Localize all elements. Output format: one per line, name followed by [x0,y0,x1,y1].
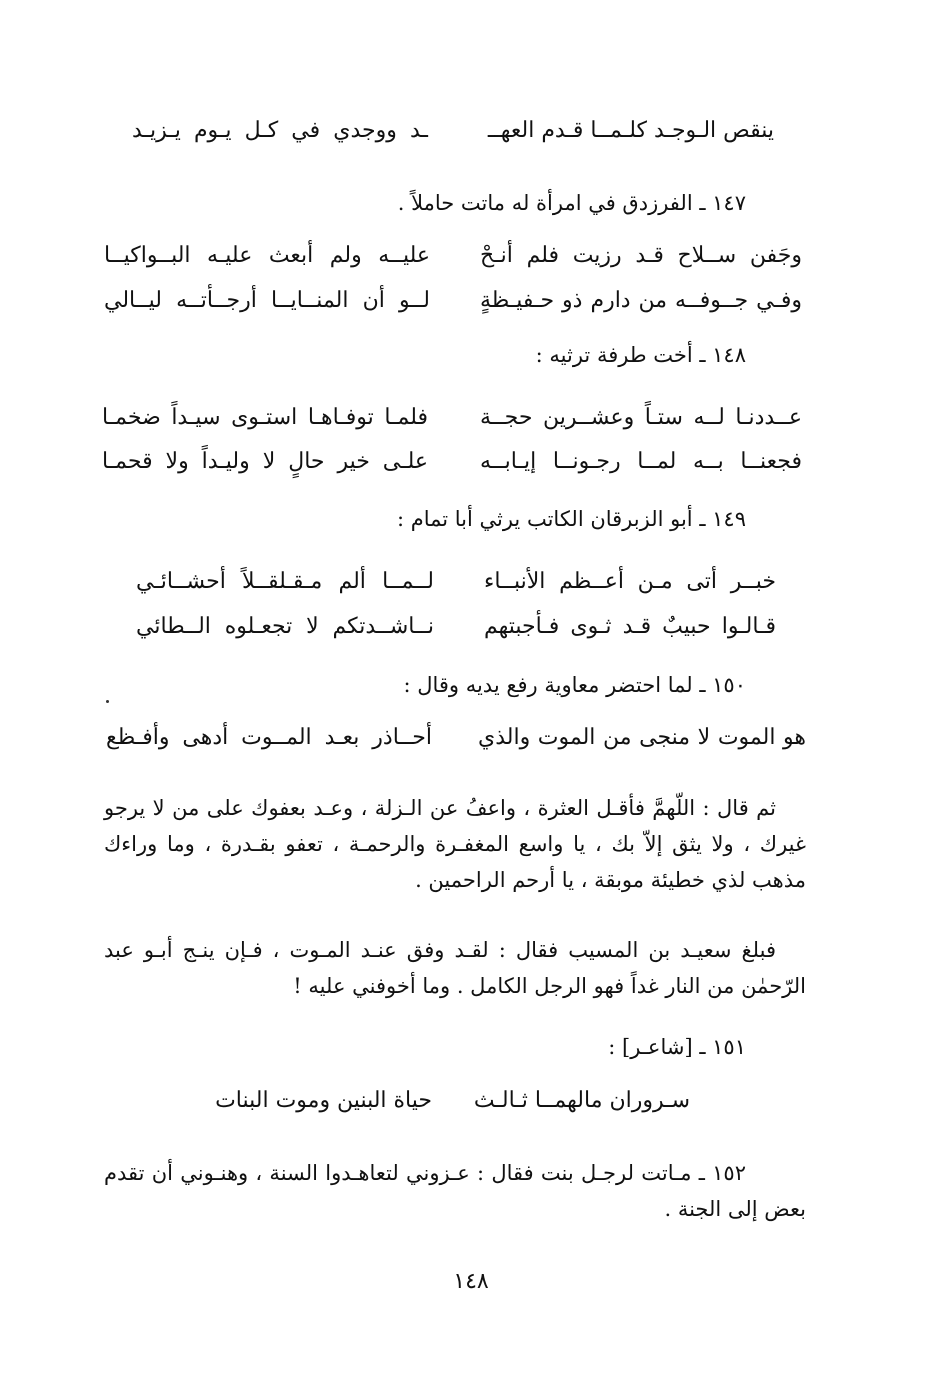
verse-left-hemistich: ـد ووجدي في كـل يـوم يـزيـد [132,118,428,143]
verse-right-hemistich: قـالـوا حبيبٌ قـد ثـوى فـأجبتهم [484,614,776,639]
paragraph: فبلغ سعيـد بن المسيب فقال : لقـد وفق عنـد المـوت ، فـإن ينـج أبـو عبد الرّحمٰن من النار غداً فهو الرجل الكامل . وما أخوفني عليه ! [104,938,806,998]
entry-heading: ١٤٩ ـ أبو الزبرقان الكاتب يرثي أبا تمام : [396,507,746,531]
verse-right-hemistich: سـروران مالهمــا ثـالـث [473,1088,690,1113]
entry-heading: ١٤٧ ـ الفرزدق في امرأة له ماتت حاملاً . [397,191,746,215]
paragraph: ١٥٢ ـ مـاتت لرجـل بنت فقال : عـزوني لتعاهـدوا السنة ، وهنـوني أن تقدم بعض إلى الجنة . [104,1161,806,1221]
verse-left-hemistich: لــو أن المنــايــا أرجــأتــه ليــالي [104,288,430,313]
verse-left-hemistich: فلمـا توفـاهـا استـوى سيـداً ضخمـا [102,405,428,430]
verse-right-hemistich: عــددنـا لــه ستـاً وعشــرين حجــة [480,405,802,430]
verse-right-hemistich: ينقص الـوجـد كلـمــا قـدم العهــ [487,118,774,143]
verse-left-hemistich: عليــه ولم أبعث عليـه البــواكيــا [104,243,430,268]
verse-left-hemistich: أحــاذر بعـد المــوت أدهى وأفـظع [106,725,432,750]
verse-left-hemistich: علـى خير حالٍ لا وليـداً ولا قحمـا [102,449,428,474]
entry-heading: ١٥٠ ـ لما احتضر معاوية رفع يديه وقال : [403,673,746,697]
verse-right-hemistich: فجعنــا بــه لمــا رجـونــا إيـابــه [480,449,802,474]
verse-right-hemistich: وجَفن ســلاح قـد رزيت فلم أنـحْ [480,243,802,268]
page-number: ١٤٨ [453,1269,489,1294]
print-speck [106,700,109,703]
entry-heading: ١٥١ ـ [شاعـر] : [608,1035,746,1059]
verse-left-hemistich: حياة البنين وموت البنات [215,1088,432,1113]
verse-right-hemistich: خبــر أتى مـن أعــظم الأنبــاء [484,569,776,594]
entry-heading: ١٤٨ ـ أخت طرفة ترثيه : [535,343,746,367]
verse-left-hemistich: لــمــا ألم مـقـلقــلاً أحشــائـي [136,569,434,594]
verse-right-hemistich: وفـي جــوفــه من دارم ذو حـفيـظةٍ [480,288,802,313]
paragraph: ثم قال : اللّهمَّ فأقـل العثرة ، واعفُ عن الـزلة ، وعـد بعفوك على من لا يرجو غيرك ، ولا يثق إلاّ بك ، يا واسع المغفـرة والرحمـة ، تعفو بقـدرة ، وما وراءك مذهب لذي خطيئة موبقة ، يا أرحم الراحمين . [104,796,806,892]
verse-left-hemistich: نــاشــدتكم لا تجعـلوه الــطائي [136,614,434,639]
verse-right-hemistich: هو الموت لا منجى من الموت والذي [478,725,806,750]
